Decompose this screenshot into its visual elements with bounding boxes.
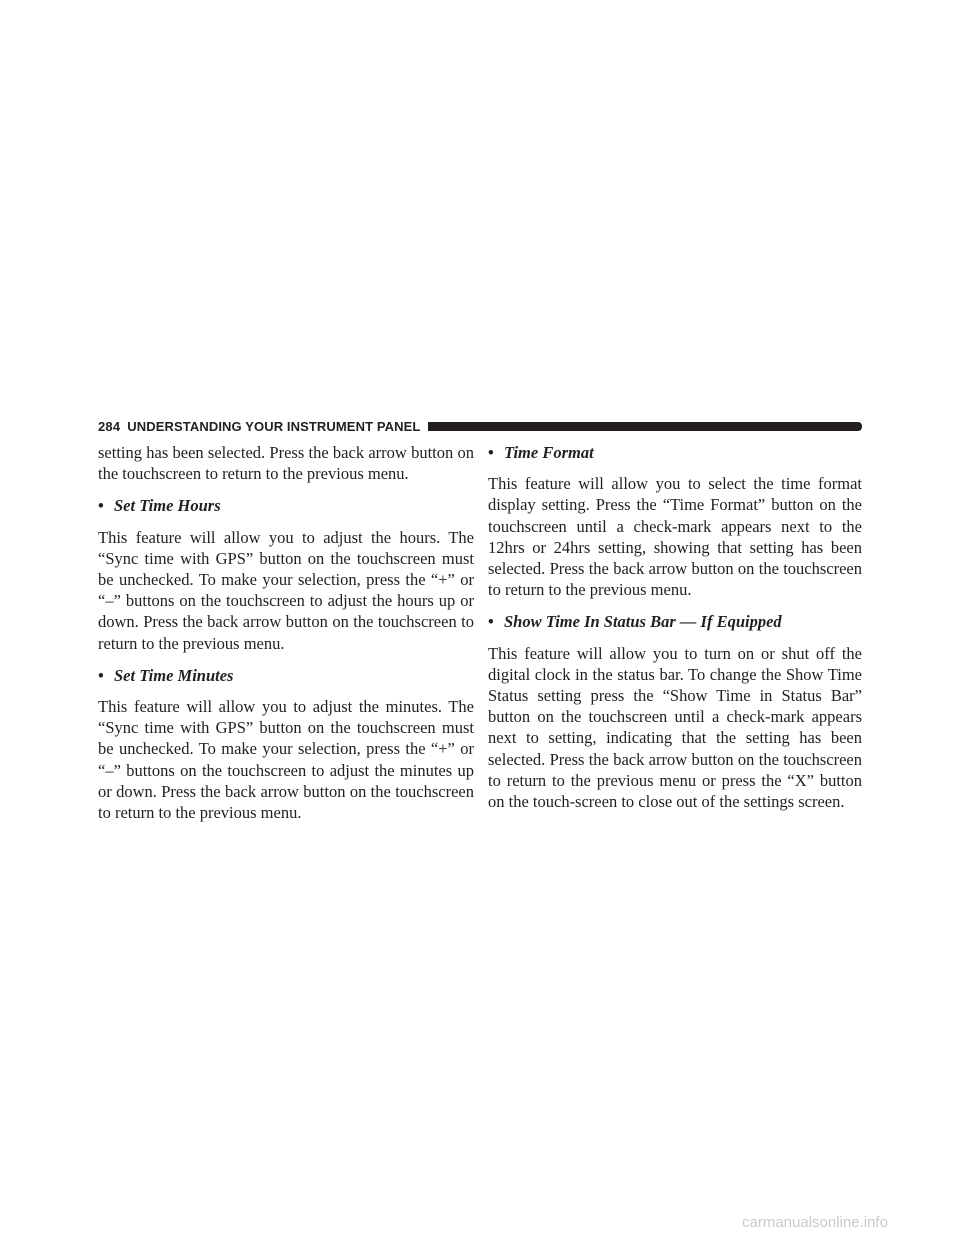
- bullet-icon: •: [488, 612, 494, 632]
- page-header: [98, 417, 862, 435]
- bullet-icon: •: [98, 496, 104, 516]
- intro-paragraph: setting has been selected. Press the back arrow button on the touchscreen to return to the previous menu.: [98, 443, 474, 484]
- bullet-title: Show Time In Status Bar — If Equipped: [504, 612, 782, 632]
- watermark: carmanualsonline.info: [742, 1214, 888, 1231]
- bullet-icon: •: [488, 443, 494, 462]
- page-number: 284: [98, 418, 121, 434]
- paragraph-set-time-hours: This feature will allow you to adjust the hours. The “Sync time with GPS” button on the touchscreen must be unchecked. To make your selection, press the “+” or “–” buttons on the touchscreen to adjust the hours up or down. Press the back arrow button on the touchscreen to return to the previous menu.: [98, 527, 474, 653]
- right-column: [488, 442, 862, 823]
- bullet-time-format: [488, 442, 862, 463]
- header-rule: [428, 422, 862, 431]
- section-title: UNDERSTANDING YOUR INSTRUMENT PANEL: [127, 418, 421, 434]
- paragraph-time-format: This feature will allow you to select the time format display setting. Press the “Time Format” button on the touchscreen until a check-mark appears next to the 12hrs or 24hrs setting, showing that setting has been selected. Press the back arrow button on the touchscreen to return to the previous menu.: [488, 474, 862, 600]
- bullet-set-time-hours: [98, 495, 474, 516]
- bullet-title: Set Time Minutes: [114, 665, 234, 685]
- bullet-icon: •: [98, 665, 104, 685]
- bullet-title: Set Time Hours: [114, 496, 221, 516]
- bullet-set-time-minutes: [98, 665, 474, 686]
- left-column: [98, 442, 474, 834]
- paragraph-show-time-status-bar: This feature will allow you to turn on or shut off the digital clock in the status bar. To change the Show Time Status setting press the “Show Time in Status Bar” button on the touchscreen until a check-mark appears next to setting, indicating that the setting has been selected. Press the back arrow button on the touchscreen to return to the previous menu or press the “X” button on the touch-screen to close out of the settings screen.: [488, 643, 862, 812]
- paragraph-set-time-minutes: This feature will allow you to adjust the minutes. The “Sync time with GPS” button on the touchscreen must be unchecked. To make your selection, press the “+” or “–” buttons on the touchscreen to adjust the minutes up or down. Press the back arrow button on the touchscreen to return to the previous menu.: [98, 697, 474, 823]
- bullet-title: Time Format: [504, 443, 594, 462]
- bullet-show-time-status-bar: [488, 611, 862, 632]
